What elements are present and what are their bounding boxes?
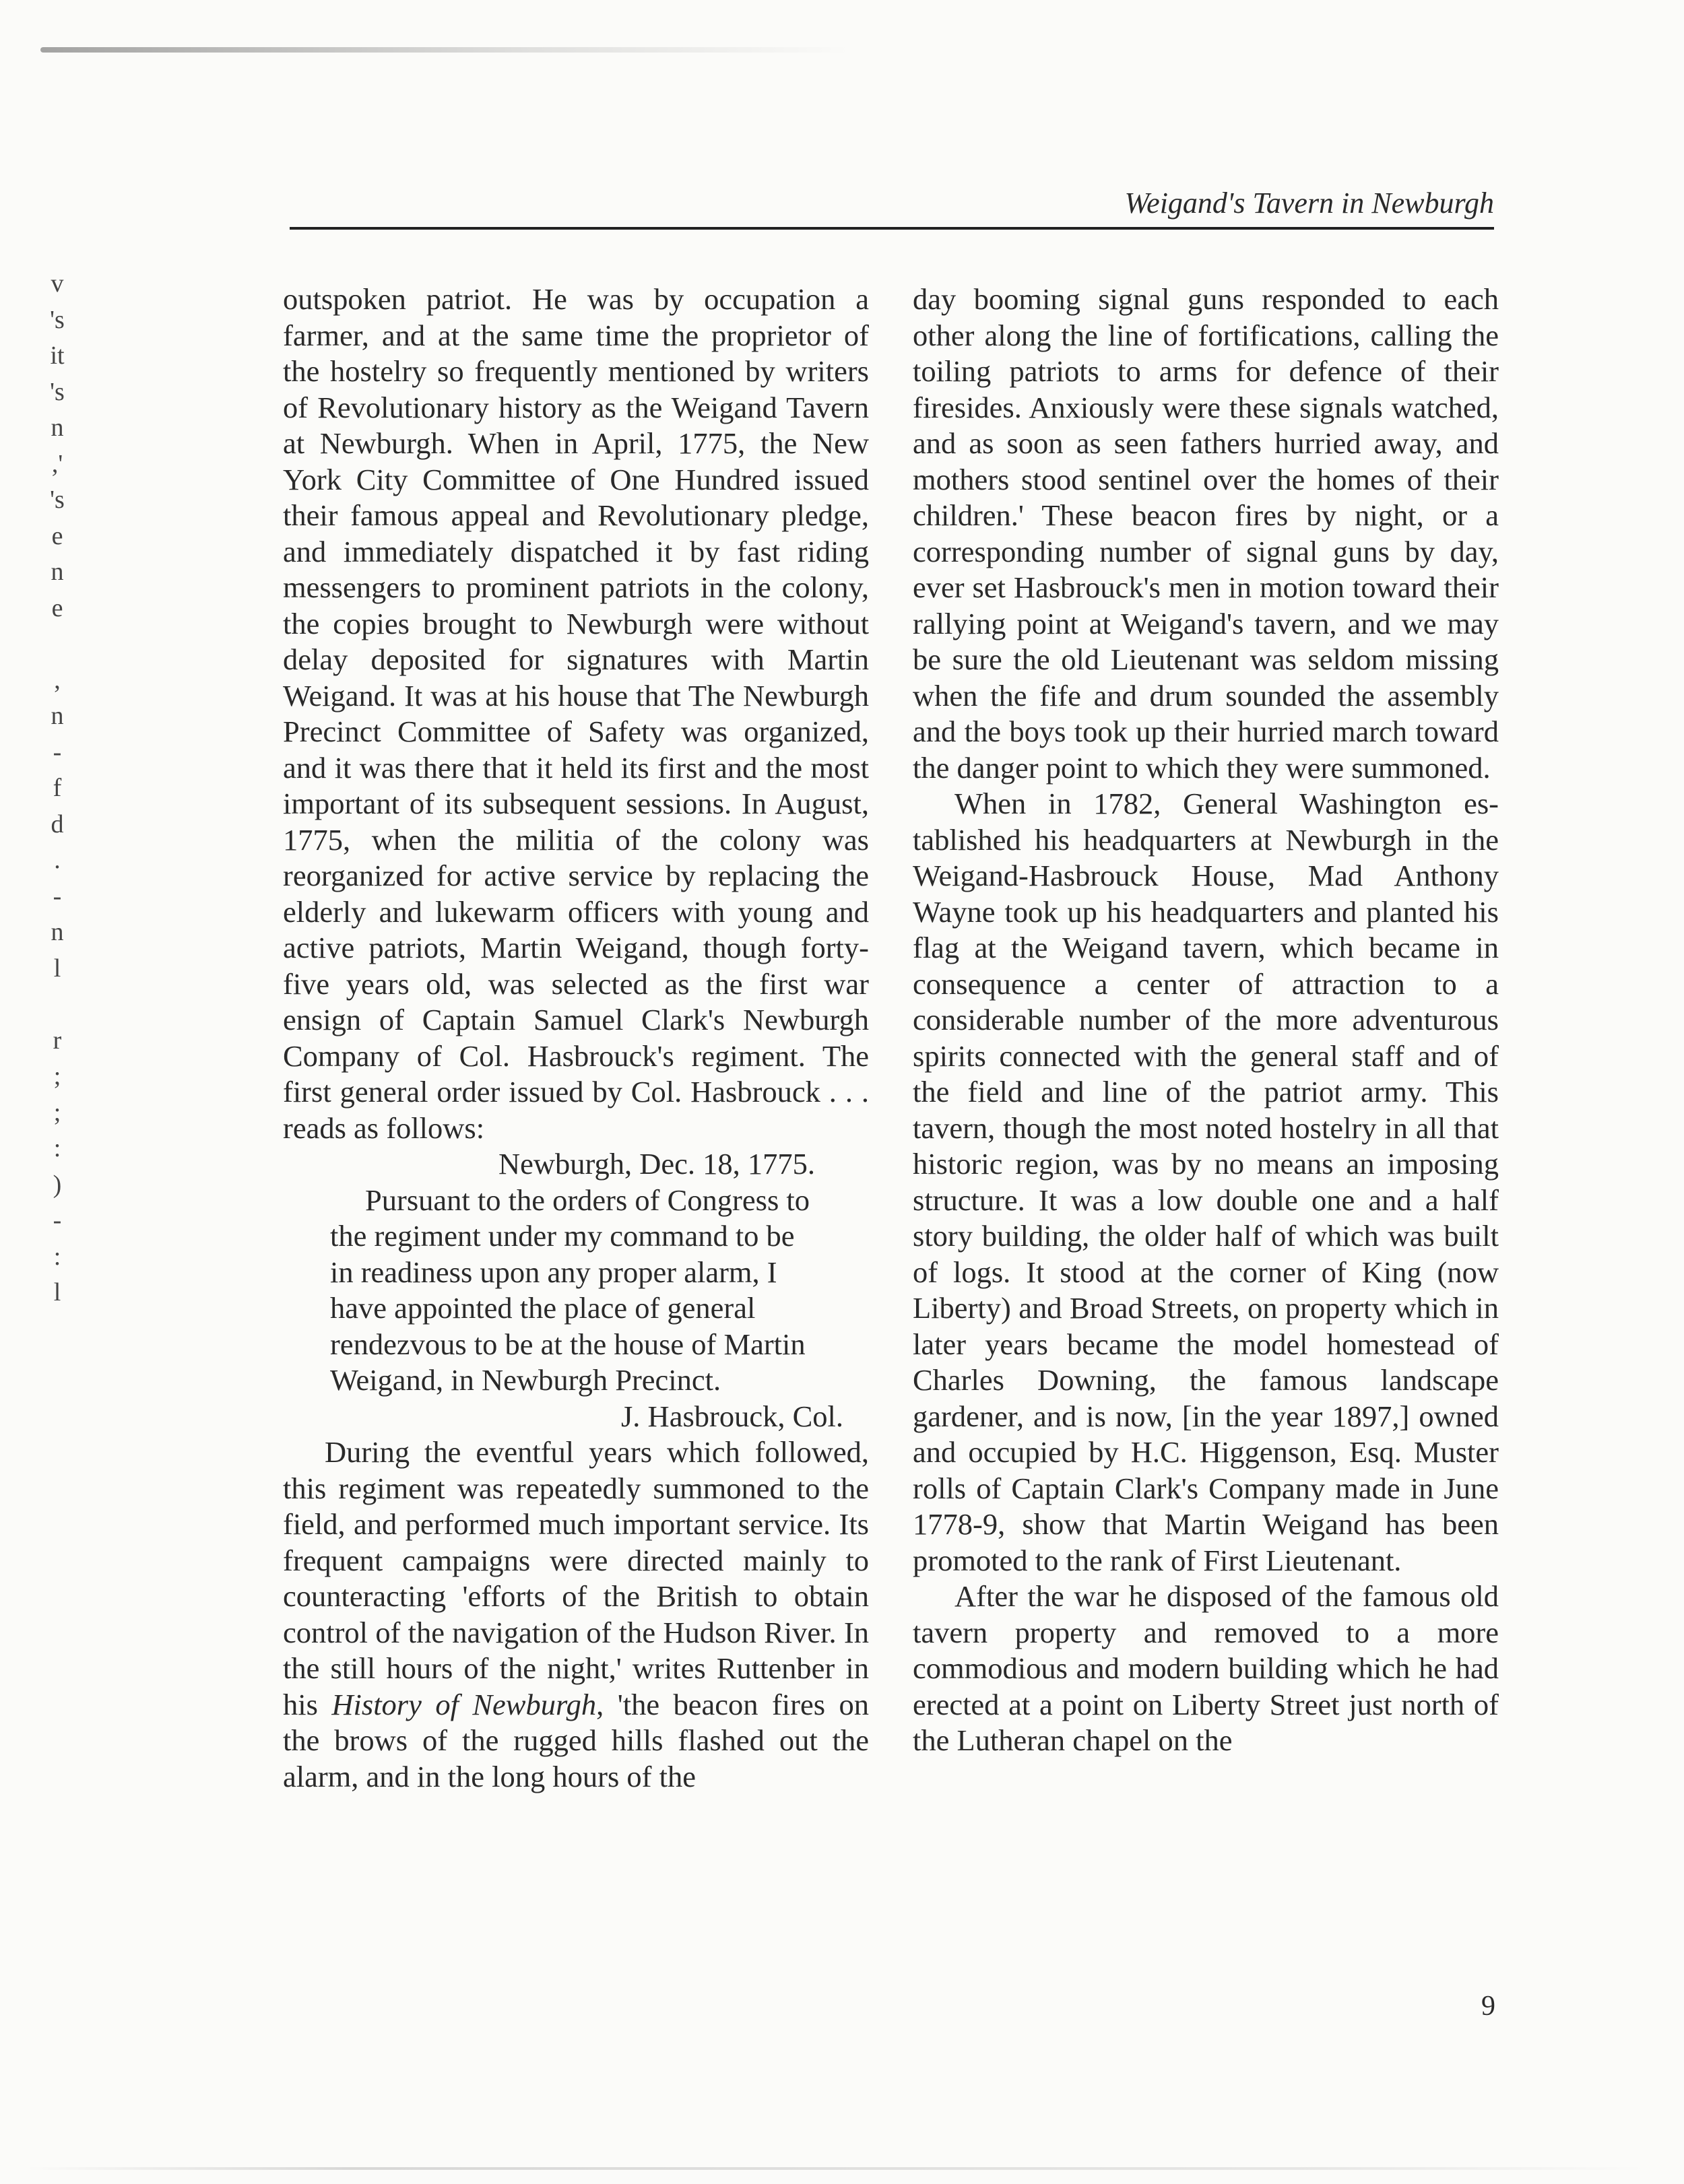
right-paragraph-3: After the war he disposed of the famous old tavern property and removed to a more commodious and modern building which he had erected at a point on Liberty Street just north of the Lutheran chapel on the [913,1579,1499,1757]
letter-signature: J. Hasbrouck, Col. [620,1399,843,1433]
left-paragraph-2 [283,1434,869,1795]
scan-artifact-bottom [27,2167,1644,2170]
running-header: Weigand's Tavern in Newburgh [1124,187,1494,220]
left-paragraph-2-text-b: , 'the beacon fires on the brows of the rugged hills flashed out the alarm, and in the long hours of the [283,1687,869,1793]
header-rule [290,227,1494,230]
letter-body: Pursuant to the orders of Congress to the regiment under my command to be in readiness upon any proper alarm, I have appointed the place of general rendezvous to be at the house of Martin Weigand, in Newburgh Precinct. [330,1183,810,1397]
page-number: 9 [1481,1991,1495,2022]
right-column [913,282,1499,1759]
right-paragraph-1: day booming signal guns responded to each other along the line of fortifications, calling the toiling patriots to arms for defence of their firesides. Anxiously were these signals watched, and as soon as seen fathers hurried away, and mothers stood sentinel over the homes of their children.' These beacon fires by night, or a corresponding number of signal guns by day, ever set Hasbrouck's men in motion toward their rallying point at Weigand's tavern, and we may be sure the old Lieutenant was seldom missing when the fife and drum sounded the assembly and the boys took up their hurried march toward the danger point to which they were summoned. [913,282,1499,785]
scan-artifact-top [40,47,849,53]
left-column [283,282,869,1795]
left-paragraph-1: outspoken patriot. He was by occupation a farmer, and at the same time the proprietor of the hostelry so frequently mentioned by writers of Revolutionary history as the Weigand Tavern at Newburgh. When in April, 1775, the New York City Committee of One Hundred issued their famous appeal and Revolutionary pledge, and immediately dispatched it by fast riding messengers to prominent patriots in the colony, the copies brought to Newburgh were without delay deposited for signatures with Martin Weigand. It was at his house that The Newburgh Precinct Committee of Safety was organized, and it was there that it held its first and the most important of its subsequent sessions. In August, 1775, when the militia of the colony was reorganized for active service by replacing the elderly and lukewarm officers with young and active patriots, Martin Weigand, though forty-five years old, was selected as the first war ensign of Captain Samuel Clark's Newburgh Company of Col. Hasbrouck's regiment. The first general order issued by Col. Hasbrouck . . . reads as follows: [283,282,869,1145]
letter-date: Newburgh, Dec. 18, 1775. [498,1147,815,1181]
bleed-through-margin-text: v 's it 's n ,' 's e n e , n - f d . - n l r ; ; : ) - : l [50,269,65,1306]
book-title: History of Newburgh [331,1687,597,1721]
left-paragraph-2-text-a: During the eventful years which followed, this regiment was repeatedly summoned to the field, and performed much important service. Its frequent campaigns were directed mainly to counteracting 'efforts of the British to obtain control of the navigation of the Hudson River. In the still hours of the night,' writes Ruttenber in his [283,1435,869,1721]
right-paragraph-2: When in 1782, General Washington established his headquarters at Newburgh in the Weigand-Hasbrouck House, Mad Anthony Wayne took up his headquarters and planted his flag at the Weigand tavern, which became in consequence a center of attraction to a considerable number of the more adventurous spirits connected with the general staff and of the field and line of the patriot army. This tavern, though the most noted hostelry in all that historic region, was by no means an imposing structure. It was a low double one and a half story building, the older half of which was built of logs. It stood at the corner of King (now Liberty) and Broad Streets, on property which in later years became the model homestead of Charles Downing, the famous landscape gardener, and is now, [in the year 1897,] owned and occupied by H.C. Higgenson, Esq. Muster rolls of Captain Clark's Company made in June 1778-9, show that Martin Weigand has been promoted to the rank of First Lieutenant. [913,787,1499,1577]
